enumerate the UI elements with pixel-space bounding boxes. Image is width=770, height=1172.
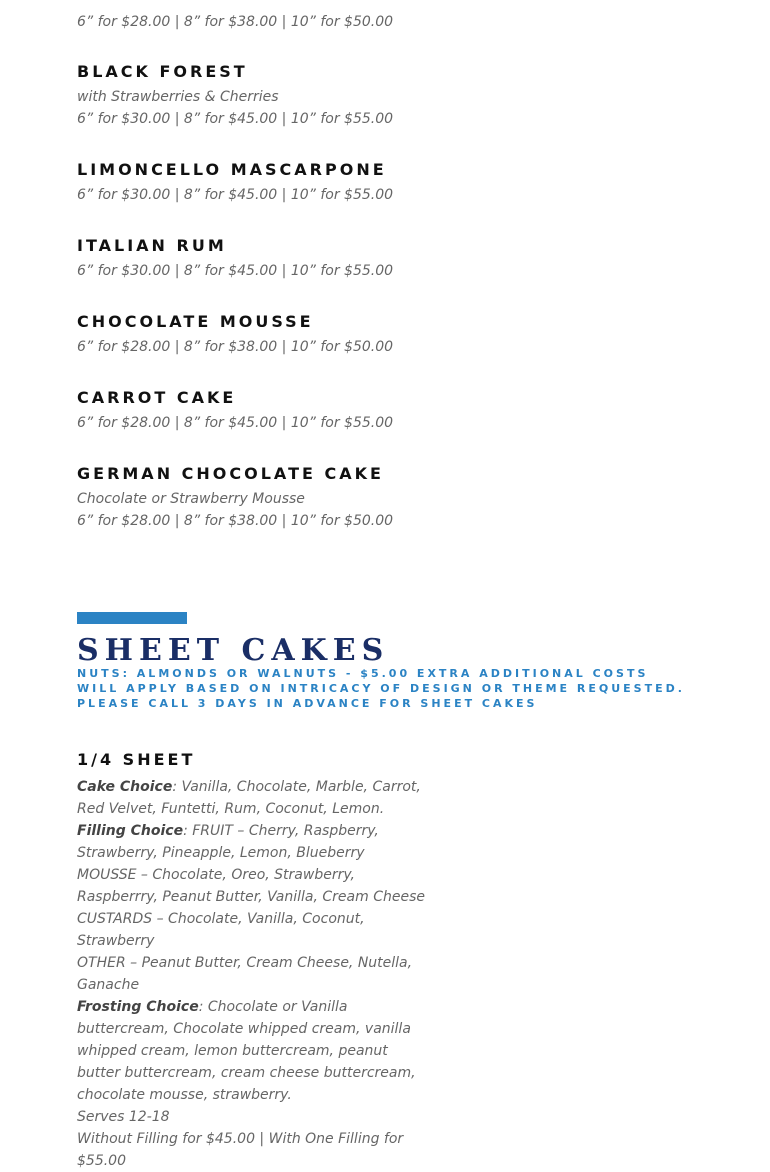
frosting-choice-label: Frosting Choice <box>77 999 199 1015</box>
cake-title: BLACK FOREST <box>77 62 248 81</box>
cake-subtitle: Chocolate or Strawberry Mousse <box>77 491 305 507</box>
section-title: SHEET CAKES <box>77 633 390 668</box>
cake-subtitle: with Strawberries & Cherries <box>77 89 279 105</box>
sheet-title: 1/4 SHEET <box>77 750 196 769</box>
cake-title: CHOCOLATE MOUSSE <box>77 312 314 331</box>
cake-prices: 6” for $28.00 | 8” for $38.00 | 10” for $50.00 <box>77 513 394 529</box>
cake-choice-line <box>77 776 427 820</box>
cake-prices: 6” for $28.00 | 8” for $38.00 | 10” for $50.00 <box>77 339 394 355</box>
filling-choice-label: Filling Choice <box>77 823 184 839</box>
cake-item-black-forest <box>77 62 697 130</box>
cake-item-limoncello-mascarpone <box>77 160 697 206</box>
serves-line: Serves 12-18 <box>77 1109 170 1125</box>
mousse-line: MOUSSE – Chocolate, Oreo, Strawberry, Raspberrry, Peanut Butter, Vanilla, Cream Cheese <box>77 867 425 905</box>
cake-choice-label: Cake Choice <box>77 779 173 795</box>
cake-item-italian-rum <box>77 236 697 282</box>
cake-prices: 6” for $30.00 | 8” for $45.00 | 10” for $55.00 <box>77 263 394 279</box>
cake-title: ITALIAN RUM <box>77 236 227 255</box>
filling-choice-line <box>77 820 427 864</box>
cake-item-german-chocolate <box>77 464 697 532</box>
filling-choice-text: : FRUIT – Cherry, Raspberry, Strawberry, Pineapple, Lemon, Blueberry <box>77 823 379 861</box>
cake-prices: 6” for $28.00 | 8” for $45.00 | 10” for $55.00 <box>77 415 394 431</box>
coconut-cream-prices: 6” for $28.00 | 8” for $38.00 | 10” for $50.00 <box>77 14 394 30</box>
frosting-choice-text: : Chocolate or Vanilla buttercream, Chocolate whipped cream, vanilla whipped cream, lemon buttercream, peanut butter buttercream, cream cheese buttercream, chocolate mousse, strawberry. <box>77 999 416 1103</box>
section-note: NUTS: ALMONDS OR WALNUTS - $5.00 EXTRA ADDITIONAL COSTS WILL APPLY BASED ON INTRICACY OF DESIGN OR THEME REQUESTED. PLEASE CALL 3 DAYS IN ADVANCE FOR SHEET CAKES <box>77 667 685 710</box>
frosting-choice-line <box>77 996 427 1106</box>
other-line: OTHER – Peanut Butter, Cream Cheese, Nutella, Ganache <box>77 955 413 993</box>
cake-title: CARROT CAKE <box>77 388 237 407</box>
cake-item-carrot-cake <box>77 388 697 434</box>
quarter-sheet-item <box>77 750 427 1172</box>
custards-line: CUSTARDS – Chocolate, Vanilla, Coconut, Strawberry <box>77 911 365 949</box>
cake-prices: 6” for $30.00 | 8” for $45.00 | 10” for $55.00 <box>77 111 394 127</box>
cake-item-chocolate-mousse <box>77 312 697 358</box>
cake-prices: 6” for $30.00 | 8” for $45.00 | 10” for $55.00 <box>77 187 394 203</box>
cake-title: GERMAN CHOCOLATE CAKE <box>77 464 384 483</box>
section-accent-bar <box>77 612 187 624</box>
sheet-prices: Without Filling for $45.00 | With One Filling for $55.00 <box>77 1131 404 1169</box>
cake-title: LIMONCELLO MASCARPONE <box>77 160 387 179</box>
cake-choice-text: : Vanilla, Chocolate, Marble, Carrot, Red Velvet, Funtetti, Rum, Coconut, Lemon. <box>77 779 421 817</box>
